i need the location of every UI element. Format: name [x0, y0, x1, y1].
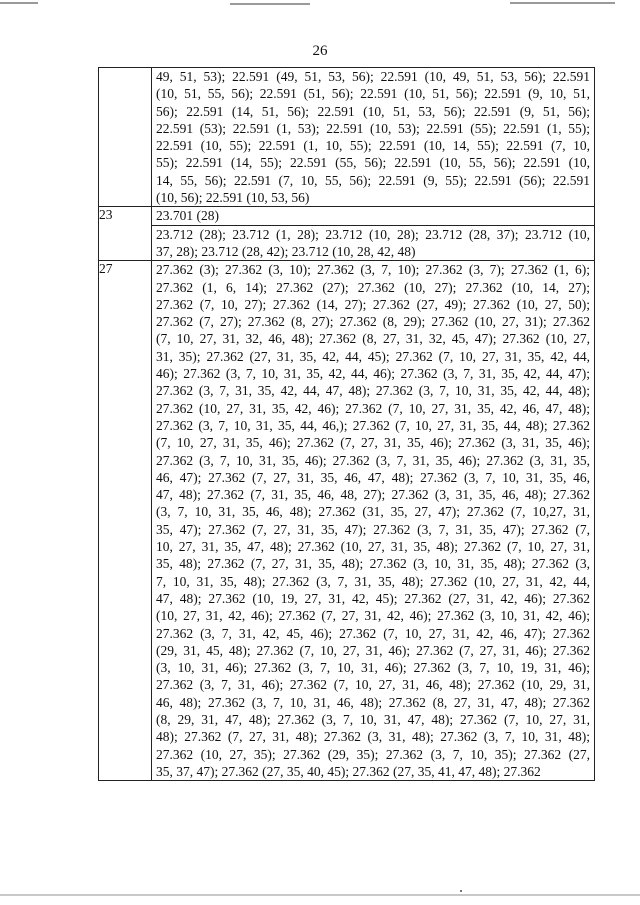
- text-line: 22.591 (53); 22.591 (1, 53); 22.591 (10, 53); 22.591 (55); 22.591 (1, 55);: [156, 120, 590, 136]
- text-line: 47, 48); 27.362 (7, 31, 35, 46, 48, 27); 27.362 (3, 31, 35, 46, 48); 27.362: [156, 487, 590, 503]
- page-number: 26: [312, 43, 328, 59]
- content-block: [152, 68, 594, 206]
- text-line: 31, 35); 27.362 (27, 31, 35, 42, 44, 45); 27.362 (7, 10, 27, 31, 35, 42, 44,: [156, 348, 590, 364]
- row-content: [152, 261, 595, 781]
- text-line: 27.362 (7, 10, 27); 27.362 (14, 27); 27.362 (27, 49); 27.362 (10, 27, 50);: [156, 296, 590, 312]
- scan-artifact-top: [0, 0, 640, 14]
- text-line: 27.362 (3, 7, 31, 46); 27.362 (7, 10, 27, 31, 46, 48); 27.362 (10, 29, 31,: [156, 677, 590, 693]
- row-content: [152, 68, 595, 207]
- text-line: 27.362 (3); 27.362 (3, 10); 27.362 (3, 7, 10); 27.362 (3, 7); 27.362 (1, 6);: [156, 262, 590, 278]
- text-line: 56); 22.591 (14, 51, 56); 22.591 (10, 51, 53, 56); 22.591 (9, 51, 56);: [156, 103, 590, 119]
- text-line: 10, 27, 31, 35, 47, 48); 27.362 (10, 27, 31, 35, 48); 27.362 (7, 10, 27, 31,: [156, 539, 590, 555]
- row-number: 23: [99, 207, 152, 261]
- text-line: (10, 51, 55, 56); 22.591 (51, 56); 22.591 (10, 51, 56); 22.591 (9, 10, 51,: [156, 86, 590, 102]
- text-line: 48); 27.362 (7, 27, 31, 48); 27.362 (3, 31, 48); 27.362 (3, 7, 10, 31, 48);: [156, 729, 590, 745]
- text-line: 27.362 (7, 27); 27.362 (8, 27); 27.362 (8, 29); 27.362 (10, 27, 31); 27.362: [156, 314, 590, 330]
- text-line: 27.362 (3, 7, 10, 31, 35, 44, 46,); 27.362 (7, 10, 27, 31, 35, 44, 48); 27.362: [156, 417, 590, 433]
- row-number: [99, 68, 152, 207]
- table-row: [99, 68, 595, 207]
- content-block: [152, 207, 594, 225]
- text-line: 23.712 (28); 23.712 (1, 28); 23.712 (10, 28); 23.712 (28, 37); 23.712 (10,: [156, 226, 590, 242]
- text-line: (10, 27, 31, 42, 46); 27.362 (7, 27, 31, 42, 46); 27.362 (3, 10, 31, 42, 46);: [156, 608, 590, 624]
- text-line: 14, 55, 56); 22.591 (7, 10, 55, 56); 22.591 (9, 55); 22.591 (56); 22.591: [156, 172, 590, 188]
- text-line: (29, 31, 45, 48); 27.362 (7, 10, 27, 31, 46); 27.362 (7, 27, 31, 46); 27.362: [156, 642, 590, 658]
- row-content: [152, 207, 595, 261]
- text-line: 35, 37, 47); 27.362 (27, 35, 40, 45); 27.362 (27, 35, 41, 47, 48); 27.362: [156, 763, 541, 779]
- row-number: 27: [99, 261, 152, 781]
- text-line: (3, 7, 10, 31, 35, 46, 48); 27.362 (31, 35, 27, 47); 27.362 (7, 10,27, 31,: [156, 504, 590, 520]
- text-line: (8, 29, 31, 47, 48); 27.362 (3, 7, 10, 31, 47, 48); 27.362 (7, 10, 27, 31,: [156, 711, 590, 727]
- text-line: 27.362 (3, 7, 31, 35, 42, 44, 47, 48); 27.362 (3, 7, 10, 31, 35, 42, 44, 48);: [156, 383, 590, 399]
- text-line: 27.362 (10, 27, 31, 35, 42, 46); 27.362 (7, 10, 27, 31, 35, 42, 46, 47, 48);: [156, 400, 590, 416]
- text-line: 22.591 (10, 55); 22.591 (1, 10, 55); 22.591 (10, 14, 55); 22.591 (7, 10,: [156, 138, 590, 154]
- text-line: 35, 48); 27.362 (7, 27, 31, 35, 48); 27.362 (3, 10, 31, 35, 48); 27.362 (3,: [156, 556, 590, 572]
- scan-dot: [460, 890, 462, 892]
- text-line: 55); 22.591 (14, 55); 22.591 (55, 56); 22.591 (10, 55, 56); 22.591 (10,: [156, 155, 590, 171]
- content-block: [152, 226, 594, 261]
- text-line: 27.362 (10, 27, 35); 27.362 (29, 35); 27.362 (3, 7, 10, 35); 27.362 (27,: [156, 746, 590, 762]
- table-row: [99, 207, 595, 261]
- text-line: (7, 10, 27, 31, 32, 46, 48); 27.362 (8, 27, 31, 32, 45, 47); 27.362 (10, 27,: [156, 331, 590, 347]
- data-table: [98, 67, 595, 781]
- text-line: 23.701 (28): [156, 208, 219, 224]
- text-line: 46, 48); 27.362 (3, 7, 10, 31, 46, 48); 27.362 (8, 27, 31, 47, 48); 27.362: [156, 694, 590, 710]
- text-line: (7, 10, 27, 31, 35, 46); 27.362 (7, 27, 31, 35, 46); 27.362 (3, 31, 35, 46);: [156, 435, 590, 451]
- text-line: 35, 47); 27.362 (7, 27, 31, 35, 47); 27.362 (3, 7, 31, 35, 47); 27.362 (7,: [156, 521, 590, 537]
- text-line: 49, 51, 53); 22.591 (49, 51, 53, 56); 22.591 (10, 49, 51, 53, 56); 22.591: [156, 69, 590, 84]
- text-line: 37, 28); 23.712 (28, 42); 23.712 (10, 28, 42, 48): [156, 243, 416, 259]
- text-line: (3, 10, 31, 46); 27.362 (3, 7, 10, 31, 46); 27.362 (3, 7, 10, 19, 31, 46);: [156, 660, 590, 676]
- text-line: (10, 56); 22.591 (10, 53, 56): [156, 190, 310, 206]
- text-line: 47, 48); 27.362 (10, 19, 27, 31, 42, 45); 27.362 (27, 31, 42, 46); 27.362: [156, 590, 590, 606]
- text-line: 46, 47); 27.362 (7, 27, 31, 35, 46, 47, 48); 27.362 (3, 7, 10, 31, 35, 46,: [156, 469, 590, 485]
- scan-artifact-bottom: [0, 894, 640, 896]
- table-row: [99, 261, 595, 781]
- content-block: [152, 261, 594, 780]
- text-line: 27.362 (3, 7, 31, 42, 45, 46); 27.362 (7, 10, 27, 31, 42, 46, 47); 27.362: [156, 625, 590, 641]
- text-line: 7, 10, 31, 35, 48); 27.362 (3, 7, 31, 35, 48); 27.362 (10, 27, 31, 42, 44,: [156, 573, 590, 589]
- text-line: 27.362 (3, 7, 10, 31, 35, 46); 27.362 (3, 7, 31, 35, 46); 27.362 (3, 31, 35,: [156, 452, 590, 468]
- text-line: 46); 27.362 (3, 7, 10, 31, 35, 42, 44, 46); 27.362 (3, 7, 31, 35, 42, 44, 47);: [156, 366, 590, 382]
- text-line: 27.362 (1, 6, 14); 27.362 (27); 27.362 (10, 27); 27.362 (10, 14, 27);: [156, 279, 590, 295]
